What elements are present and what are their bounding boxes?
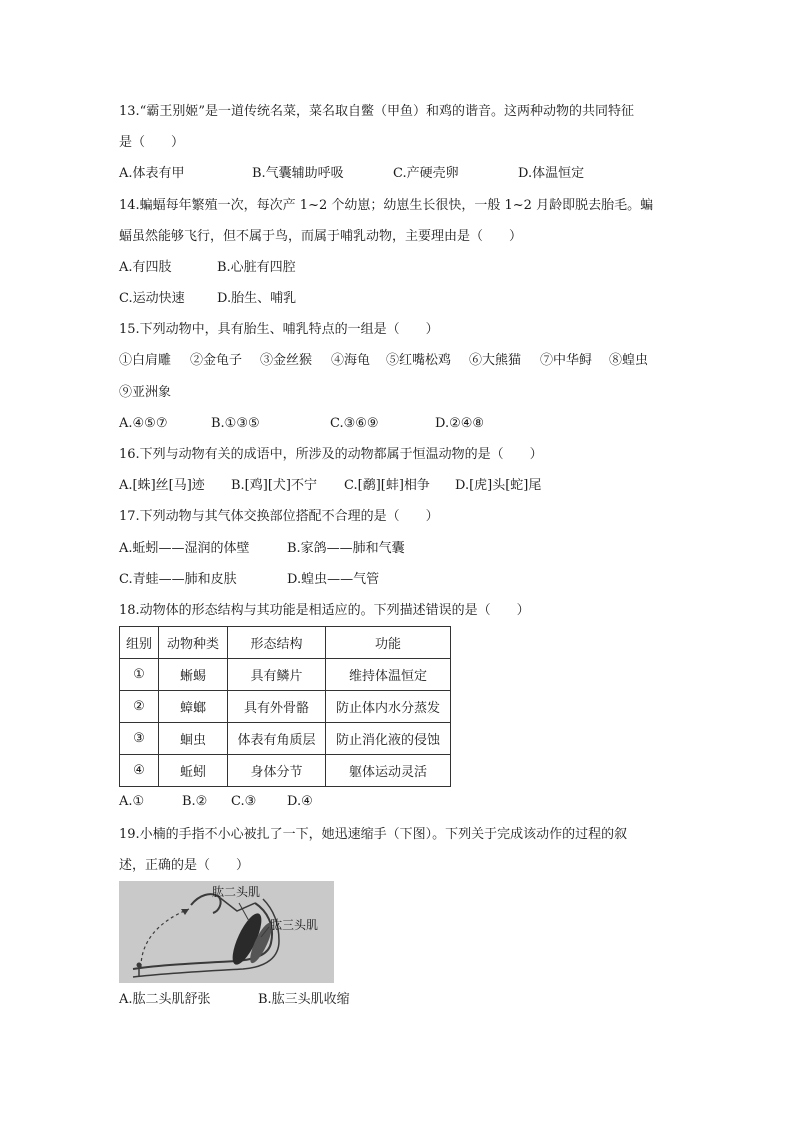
- q19-stem-line1: 19.小楠的手指不小心被扎了一下，她迅速缩手（下图）。下列关于完成该动作的过程的叙: [119, 827, 628, 842]
- q17-option-c: C.青蛙——肺和皮肤: [119, 572, 237, 587]
- q15-item: ⑦中华鲟: [540, 353, 593, 368]
- q15-item: ⑤红嘴松鸡: [386, 353, 452, 368]
- table-row: [120, 723, 451, 755]
- q18-option-d: D.④: [287, 794, 313, 809]
- q18-table: [119, 626, 451, 787]
- table-header: 动物种类: [159, 627, 228, 659]
- q18-option-b: B.②: [182, 794, 208, 809]
- q16-option-a: A.[蛛]丝[马]迹: [119, 478, 205, 493]
- pin-head-icon: [137, 963, 142, 968]
- q14-option-d: D.胎生、哺乳: [217, 291, 297, 306]
- q13-option-c: C.产硬壳卵: [393, 166, 459, 181]
- forearm-outline: [219, 897, 255, 911]
- table-cell: 蛔虫: [159, 723, 228, 755]
- q13-option-b: B.气囊辅助呼吸: [252, 166, 344, 181]
- q16-option-b: B.[鸡][犬]不宁: [231, 478, 317, 493]
- table-header: 功能: [326, 627, 451, 659]
- q15-option-d: D.②④⑧: [435, 416, 485, 431]
- table-cell: ①: [120, 659, 159, 691]
- q18-stem: 18.动物体的形态结构与其功能是相适应的。下列描述错误的是（ ）: [119, 603, 530, 618]
- q19-option-b: B.肱三头肌收缩: [258, 992, 350, 1007]
- q15-item: ⑨亚洲象: [119, 385, 172, 400]
- table-row: [120, 691, 451, 723]
- table-cell: 蟑螂: [159, 691, 228, 723]
- q16-option-d: D.[虎]头[蛇]尾: [455, 478, 542, 493]
- table-row: [120, 755, 451, 787]
- q17-option-d: D.蝗虫——气管: [287, 572, 380, 587]
- q17-option-b: B.家鸽——肺和气囊: [287, 541, 405, 556]
- q14-option-c: C.运动快速: [119, 291, 185, 306]
- table-cell: 具有鳞片: [228, 659, 326, 691]
- q13-option-a: A.体表有甲: [119, 166, 185, 181]
- table-header-row: [120, 627, 451, 659]
- table-header: 组别: [120, 627, 159, 659]
- q15-item: ②金龟子: [190, 353, 243, 368]
- arm-illustration: [119, 881, 334, 983]
- q17-option-a: A.蚯蚓——湿润的体壁: [119, 541, 250, 556]
- motion-arc: [141, 909, 189, 967]
- q15-item: ⑧蝗虫: [609, 353, 649, 368]
- q19-option-a: A.肱二头肌舒张: [119, 992, 211, 1007]
- q16-option-c: C.[鹬][蚌]相争: [344, 478, 430, 493]
- table-cell: ②: [120, 691, 159, 723]
- q19-stem-line2: 述，正确的是（ ）: [119, 858, 250, 873]
- table-row: [120, 659, 451, 691]
- q15-item: ⑥大熊猫: [469, 353, 522, 368]
- table-cell: 蚯蚓: [159, 755, 228, 787]
- q13-stem-line1: 13.“霸王别姬”是一道传统名菜，菜名取自鳖（甲鱼）和鸡的谐音。这两种动物的共同特征: [119, 104, 634, 119]
- table-cell: 防止消化液的侵蚀: [326, 723, 451, 755]
- q15-option-c: C.③⑥⑨: [330, 416, 379, 431]
- table-cell: 防止体内水分蒸发: [326, 691, 451, 723]
- q15-item: ①白肩雕: [119, 353, 172, 368]
- q15-item: ③金丝猴: [260, 353, 313, 368]
- q14-option-b: B.心脏有四腔: [217, 260, 296, 275]
- table-cell: 体表有角质层: [228, 723, 326, 755]
- q18-option-a: A.①: [119, 794, 145, 809]
- q15-stem: 15.下列动物中，具有胎生、哺乳特点的一组是（ ）: [119, 322, 439, 337]
- table-cell: ④: [120, 755, 159, 787]
- q18-option-c: C.③: [231, 794, 257, 809]
- q14-stem-line1: 14.蝙蝠每年繁殖一次，每次产 1~2 个幼崽；幼崽生长很快，一般 1~2 月龄即脱去胎毛。蝙: [119, 198, 654, 213]
- q17-stem: 17.下列动物与其气体交换部位搭配不合理的是（ ）: [119, 509, 439, 524]
- table-cell: 躯体运动灵活: [326, 755, 451, 787]
- table-header: 形态结构: [228, 627, 326, 659]
- q15-item: ④海龟: [331, 353, 371, 368]
- table-cell: 身体分节: [228, 755, 326, 787]
- q13-stem-line2: 是（ ）: [119, 135, 185, 150]
- q15-option-a: A.④⑤⑦: [119, 416, 168, 431]
- table-cell: 蜥蜴: [159, 659, 228, 691]
- q13-option-d: D.体温恒定: [518, 166, 585, 181]
- q14-stem-line2: 蝠虽然能够飞行，但不属于鸟，而属于哺乳动物，主要理由是（ ）: [119, 229, 523, 244]
- table-cell: ③: [120, 723, 159, 755]
- table-cell: 维持体温恒定: [326, 659, 451, 691]
- arm-reflex-figure: [119, 881, 334, 983]
- label-triceps: 肱三头肌: [270, 918, 319, 932]
- q16-stem: 16.下列与动物有关的成语中，所涉及的动物都属于恒温动物的是（ ）: [119, 447, 543, 462]
- label-biceps: 肱二头肌: [212, 885, 261, 899]
- table-cell: 具有外骨骼: [228, 691, 326, 723]
- q15-option-b: B.①③⑤: [211, 416, 260, 431]
- q14-option-a: A.有四肢: [119, 260, 172, 275]
